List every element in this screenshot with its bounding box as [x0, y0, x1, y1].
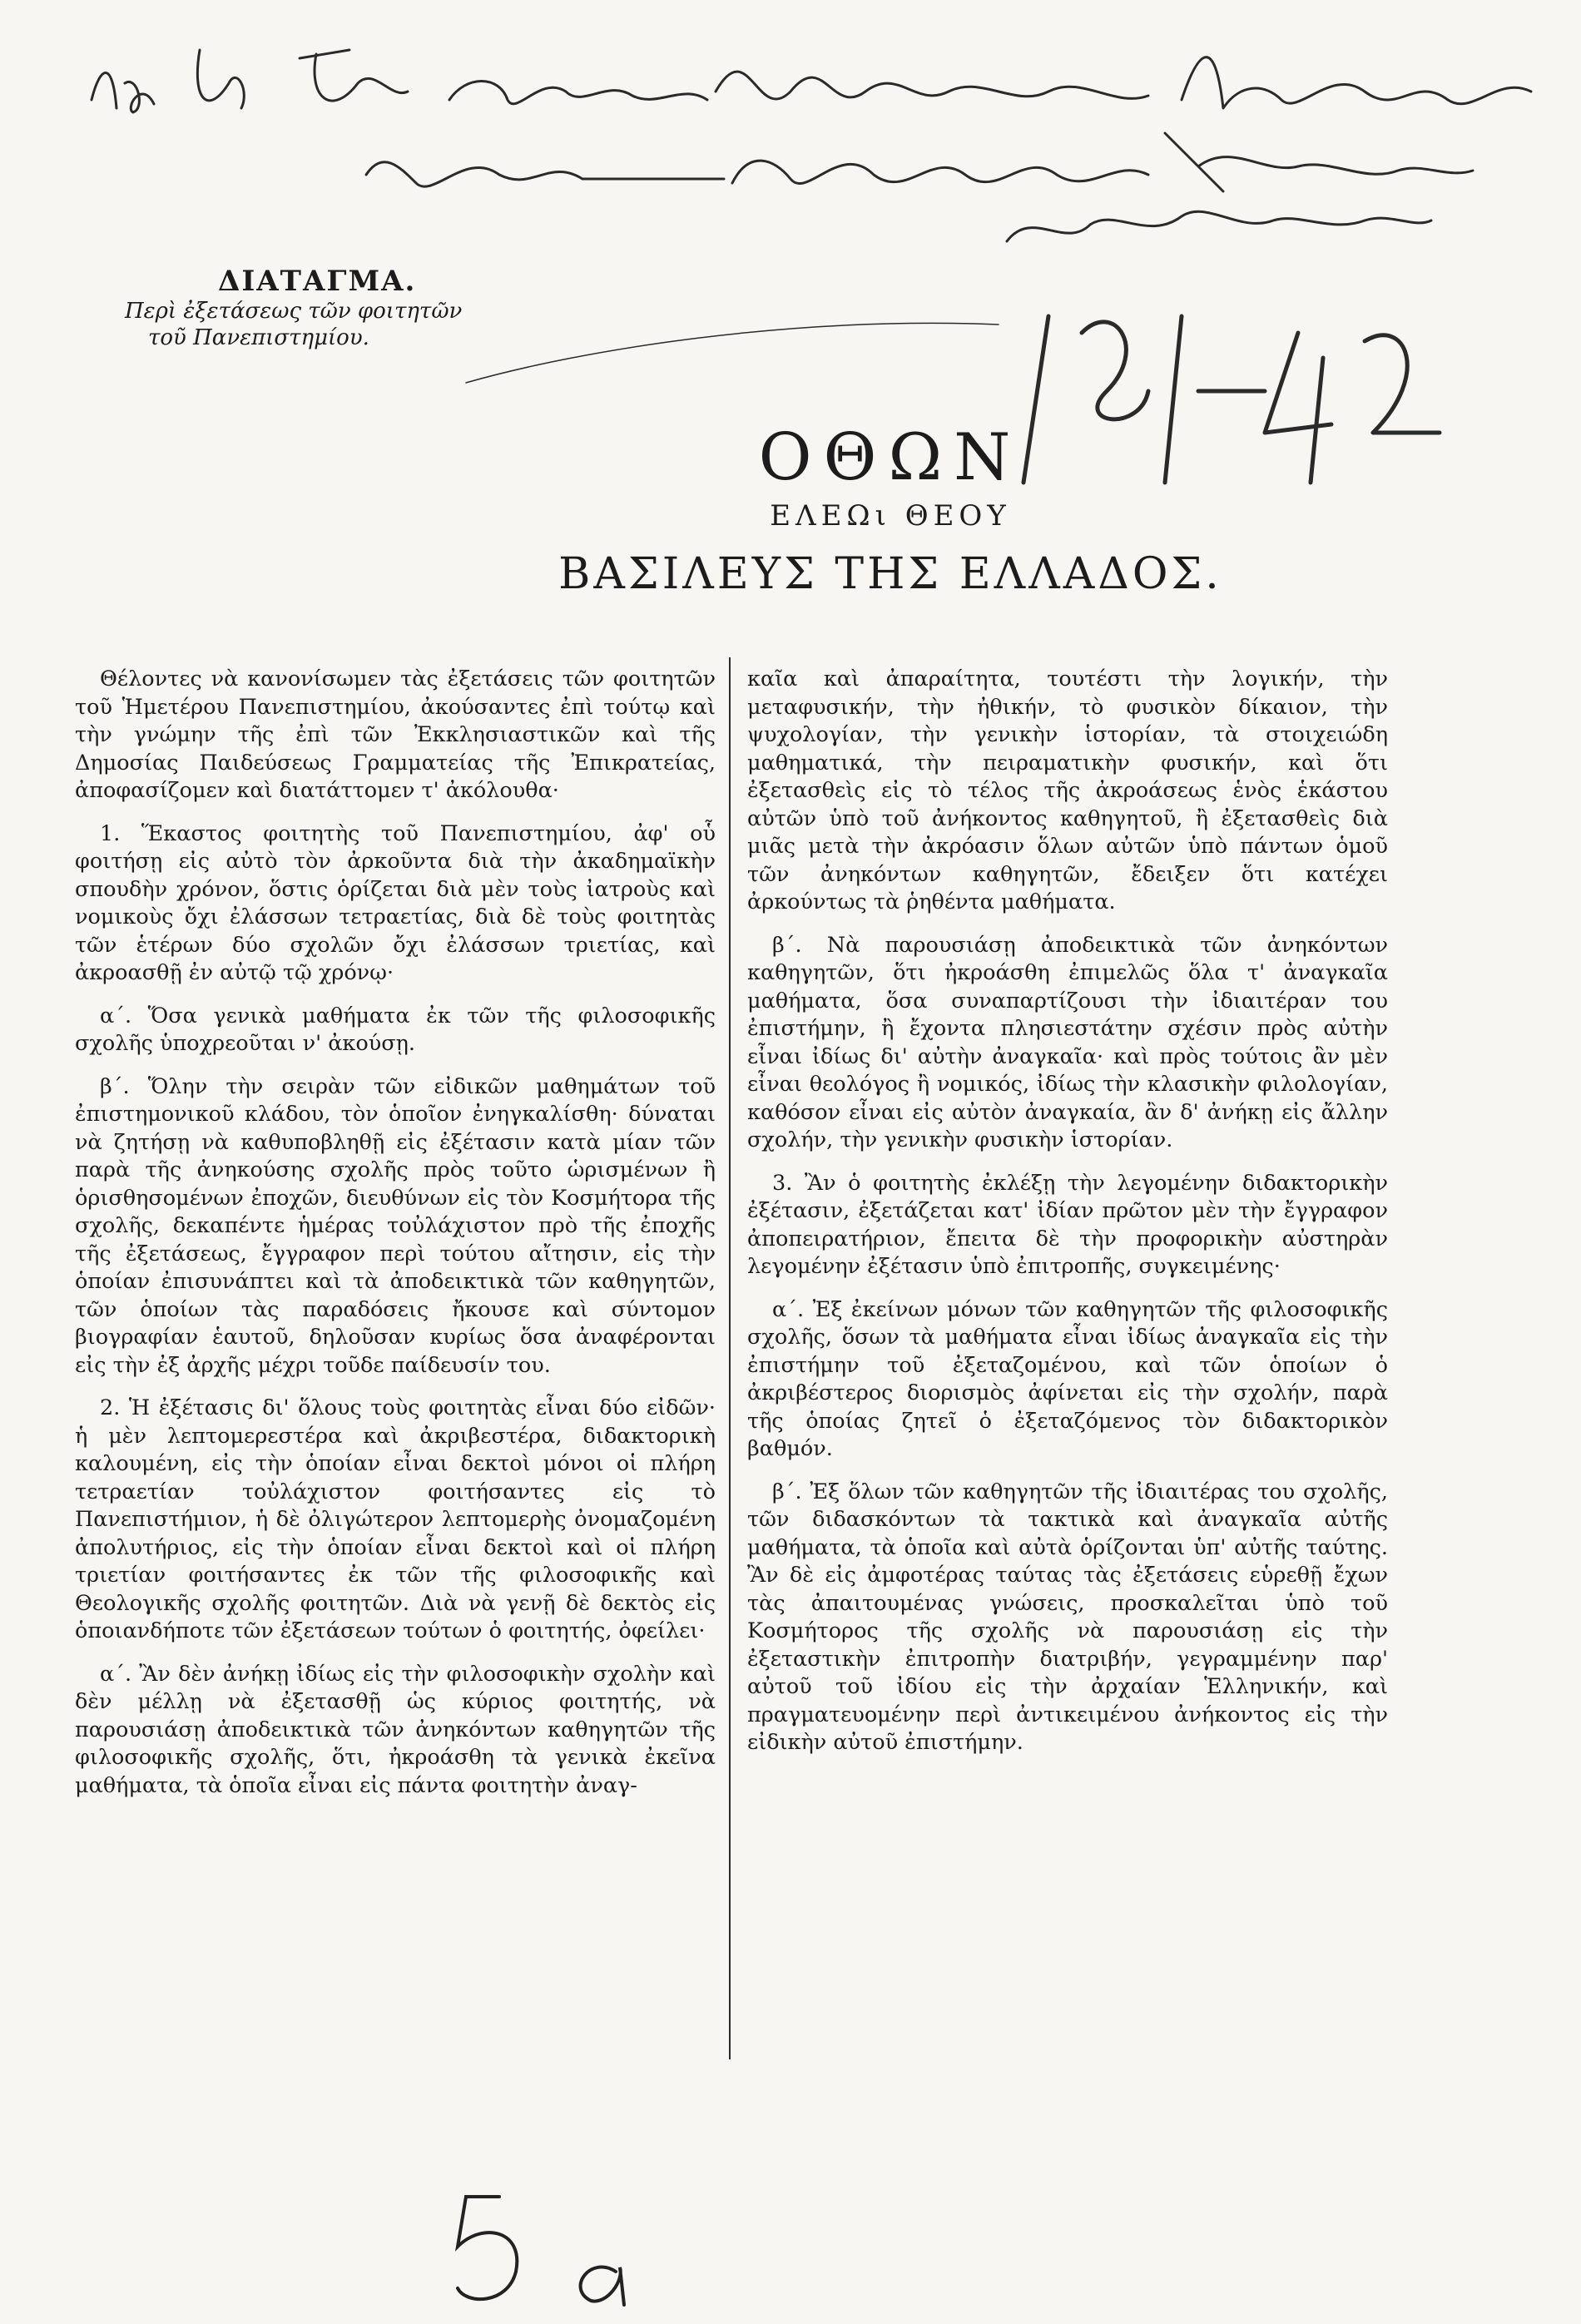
article-1: 1. Ἕκαστος φοιτητὴς τοῦ Πανεπιστημίου, ἀφ' οὗ φοιτήσῃ εἰς αὐτὸ τὸν ἀρκοῦντα διὰ τὴν ἀκαδημαϊκὴν σπουδὴν χρόνον, ὅστις ὁρίζεται διὰ μὲν τοὺς ἰατροὺς καὶ νομικοὺς ὄχι ἐλάσσων τετραετίας, διὰ δὲ τοὺς φοιτητὰς τῶν ἑτέρων δύο σχολῶν ὄχι ἐλάσσων τριετίας, καὶ ἀκροασθῇ ἐν αὐτῷ τῷ χρόνῳ·: [75, 820, 716, 985]
sovereign-title: ΒΑΣΙΛΕΥΣ ΤΗΣ ΕΛΛΑΔΟΣ.: [558, 549, 1222, 599]
handwritten-folio-mark: [449, 2188, 666, 2313]
right-column: [747, 666, 1388, 1772]
article-3-clause-a: α΄. Ἐξ ἐκείνων μόνων τῶν καθηγητῶν τῆς φιλοσοφικῆς σχολῆς, ὅσων τὰ μαθήματα εἶναι ἰδίως ἀναγκαῖα εἰς τὴν ἐπιστήμην τοῦ ἐξεταζομένου, καὶ τῶν ὁποίων ὁ ἀκριβέστερος διορισμὸς ἀφίνεται εἰς τὴν σχολήν, παρὰ τῆς ὁποίας ζητεῖ ὁ ἐξεταζόμενος τὸν διδακτορικὸν βαθμόν.: [747, 1296, 1388, 1461]
decree-body: [75, 666, 1388, 2080]
article-2: 2. Ἡ ἐξέτασις δι' ὅλους τοὺς φοιτητὰς εἶναι δύο εἰδῶν· ἡ μὲν λεπτομερεστέρα καὶ ἀκριβεστέρα, διδακτορικὴ καλουμένη, εἰς τὴν ὁποίαν εἶναι δεκτοὶ μόνοι οἱ πλήρη τετραετίαν τοὐλάχιστον φοιτήσαντες εἰς τὸ Πανεπιστήμιον, ἡ δὲ ὀλιγώτερον λεπτομερὴς ὀνομαζομένη ἀπολυτήριος, εἰς τὴν ὁποίαν εἶναι δεκτοὶ καὶ οἱ πλήρη τριετίαν φοιτήσαντες ἐκ τῶν τῆς φιλοσοφικῆς καὶ Θεολογικῆς σχολῆς φοιτητῶν. Διὰ νὰ γενῇ δὲ δεκτὸς εἰς ὁποιανδήποτε τῶν ἐξετάσεων τούτων ὁ φοιτητής, ὀφείλει·: [75, 1395, 716, 1643]
column-divider: [729, 657, 731, 2059]
article-2-clause-a: α΄. Ἂν δὲν ἀνήκῃ ἰδίως εἰς τὴν φιλοσοφικὴν σχολὴν καὶ δὲν μέλλῃ νὰ ἐξετασθῇ ὡς κύριος φοιτητής, νὰ παρουσιάσῃ ἀποδεικτικὰ τῶν ἀνηκόντων καθηγητῶν τῆς φιλοσοφικῆς σχολῆς, ὅτι, ἠκροάσθη τὰ γενικὰ ἐκεῖνα μαθήματα, τὰ ὁποῖα εἶναι εἰς πάντα φοιτητὴν ἀναγ-: [75, 1661, 716, 1798]
decree-subject-line1: Περὶ ἐξετάσεως τῶν φοιτητῶν: [125, 299, 463, 324]
decree-subject-line2: τοῦ Πανεπιστημίου.: [148, 325, 369, 350]
decree-label: ΔΙΑΤΑΓΜΑ.: [218, 265, 417, 298]
sovereign-grace: ΕΛΕΩι ΘΕΟΥ: [770, 499, 1011, 533]
article-1-clause-a: α΄. Ὅσα γενικὰ μαθήματα ἐκ τῶν τῆς φιλοσοφικῆς σχολῆς ὑποχρεοῦται ν' ἀκούσῃ.: [75, 1003, 716, 1056]
article-2-clause-b: β΄. Νὰ παρουσιάσῃ ἀποδεικτικὰ τῶν ἀνηκόντων καθηγητῶν, ὅτι ἠκροάσθη ἐπιμελῶς ὅλα τ' ἀναγκαῖα μαθήματα, ὅσα συναπαρτίζουσι τὴν ἰδιαιτέραν του ἐπιστήμην, ἢ ἔχοντα πλησιεστάτην σχέσιν πρὸς αὐτὴν εἶναι ἰδίως δι' αὐτὴν ἀναγκαῖα· καὶ πρὸς τούτοις ἂν μὲν εἶναι θεολόγος ἢ νομικός, ἰδίως τὴν κλασικὴν φιλολογίαν, καθόσον εἶναι εἰς αὐτὸν ἀναγκαία, ἂν δ' ἀνήκῃ εἰς ἄλλην σχολήν, τὴν γενικὴν φυσικὴν ἱστορίαν.: [747, 932, 1388, 1152]
sovereign-name: ΟΘΩΝ: [758, 420, 1023, 495]
article-1-clause-b: β΄. Ὅλην τὴν σειρὰν τῶν εἰδικῶν μαθημάτων τοῦ ἐπιστημονικοῦ κλάδου, τὸν ὁποῖον ἐνηγκαλίσθη· δύναται νὰ ζητήσῃ νὰ καθυποβληθῇ εἰς ἐξέτασιν κατὰ μίαν τῶν παρὰ τῆς ἀνηκούσης σχολῆς πρὸς τοῦτο ὡρισμένων ἢ ὁρισθησομένων ἐποχῶν, διευθύνων εἰς τὸν Κοσμήτορα τῆς σχολῆς, δεκαπέντε ἡμέρας τοὐλάχιστον πρὸ τῆς ἐποχῆς τῆς ἐξετάσεως, ἔγγραφον περὶ τούτου αἴτησιν, εἰς τὴν ὁποίαν ἐπισυνάπτει καὶ τὰ ἀποδεικτικὰ τῶν καθηγητῶν, τῶν ὁποίων τὰς παραδόσεις ἤκουσε καὶ σύντομον βιογραφίαν ἑαυτοῦ, δηλοῦσαν κυρίως ὅσα ἀναφέρονται εἰς τὴν ἐξ ἀρχῆς μέχρι τοῦδε παίδευσίν του.: [75, 1073, 716, 1378]
decree-heading: [108, 265, 508, 351]
left-column: [75, 666, 716, 1815]
article-3: 3. Ἂν ὁ φοιτητὴς ἐκλέξῃ τὴν λεγομένην διδακτορικὴν ἐξέτασιν, ἐξετάζεται κατ' ἰδίαν πρῶτον μὲν τὴν ἔγγραφον ἀποπειρατήριον, ἔπειτα δὲ τὴν προφορικὴν αὐστηρὰν λεγομένην ἐξέτασιν ὑπὸ ἐπιτροπῆς, συγκειμένης·: [747, 1170, 1388, 1279]
preamble-paragraph: Θέλοντες νὰ κανονίσωμεν τὰς ἐξετάσεις τῶν φοιτητῶν τοῦ Ἡμετέρου Πανεπιστημίου, ἀκούσαντες ἐπὶ τούτῳ καὶ τὴν γνώμην τῆς ἐπὶ τῶν Ἐκκλησιαστικῶν καὶ τῆς Δημοσίας Παιδεύσεως Γραμματείας τῆς Ἐπικρατείας, ἀποφασίζομεν καὶ διατάττομεν τ' ἀκόλουθα·: [75, 666, 716, 803]
article-3-clause-b: β΄. Ἐξ ὅλων τῶν καθηγητῶν τῆς ἰδιαιτέρας του σχολῆς, τῶν διδασκόντων τὰ τακτικὰ καὶ ἀναγκαῖα αὐτῆς μαθήματα, τὰ ὁποῖα καὶ αὐτὰ ὁρίζονται ὑπ' αὐτῆς ταύτης. Ἂν δὲ εἰς ἀμφοτέρας ταύτας τὰς ἐξετάσεις εὑρεθῇ ἔχων τὰς ἀπαιτουμένας γνώσεις, προσκαλεῖται ὑπὸ τοῦ Κοσμήτορος τῆς σχολῆς νὰ παρουσιάσῃ εἰς τὴν ἐξεταστικὴν ἐπιτροπὴν διατριβήν, γεγραμμένην παρ' αὐτοῦ τοῦ ἰδίου εἰς τὴν ἀρχαίαν Ἑλληνικήν, καὶ πραγματευομένην περὶ ἀντικειμένου ἀνήκοντος εἰς τὴν εἰδικὴν αὐτοῦ ἐπιστήμην.: [747, 1479, 1388, 1755]
article-2-clause-a-continued: καῖα καὶ ἀπαραίτητα, τουτέστι τὴν λογικήν, τὴν μεταφυσικήν, τὴν ἠθικήν, τὸ φυσικὸν δίκαιον, τὴν ψυχολογίαν, τὴν γενικὴν ἱστορίαν, τὰ στοιχειώδη μαθηματικά, τὴν πειραματικὴν φυσικήν, καὶ ὅτι ἐξετασθεὶς εἰς τὸ τέλος τῆς ἀκροάσεως ἑνὸς ἑκάστου αὐτῶν ὑπὸ τοῦ ἀνήκοντος καθηγητοῦ, ἢ ἐξετασθεὶς διὰ μιᾶς μετὰ τὴν ἀκρόασιν ὅλων αὐτῶν ὑπὸ πάντων ὁμοῦ τῶν ἀνηκόντων καθηγητῶν, ἔδειξεν ὅτι κατέχει ἀρκούντως τὰ ῥηθέντα μαθήματα.: [747, 666, 1388, 914]
